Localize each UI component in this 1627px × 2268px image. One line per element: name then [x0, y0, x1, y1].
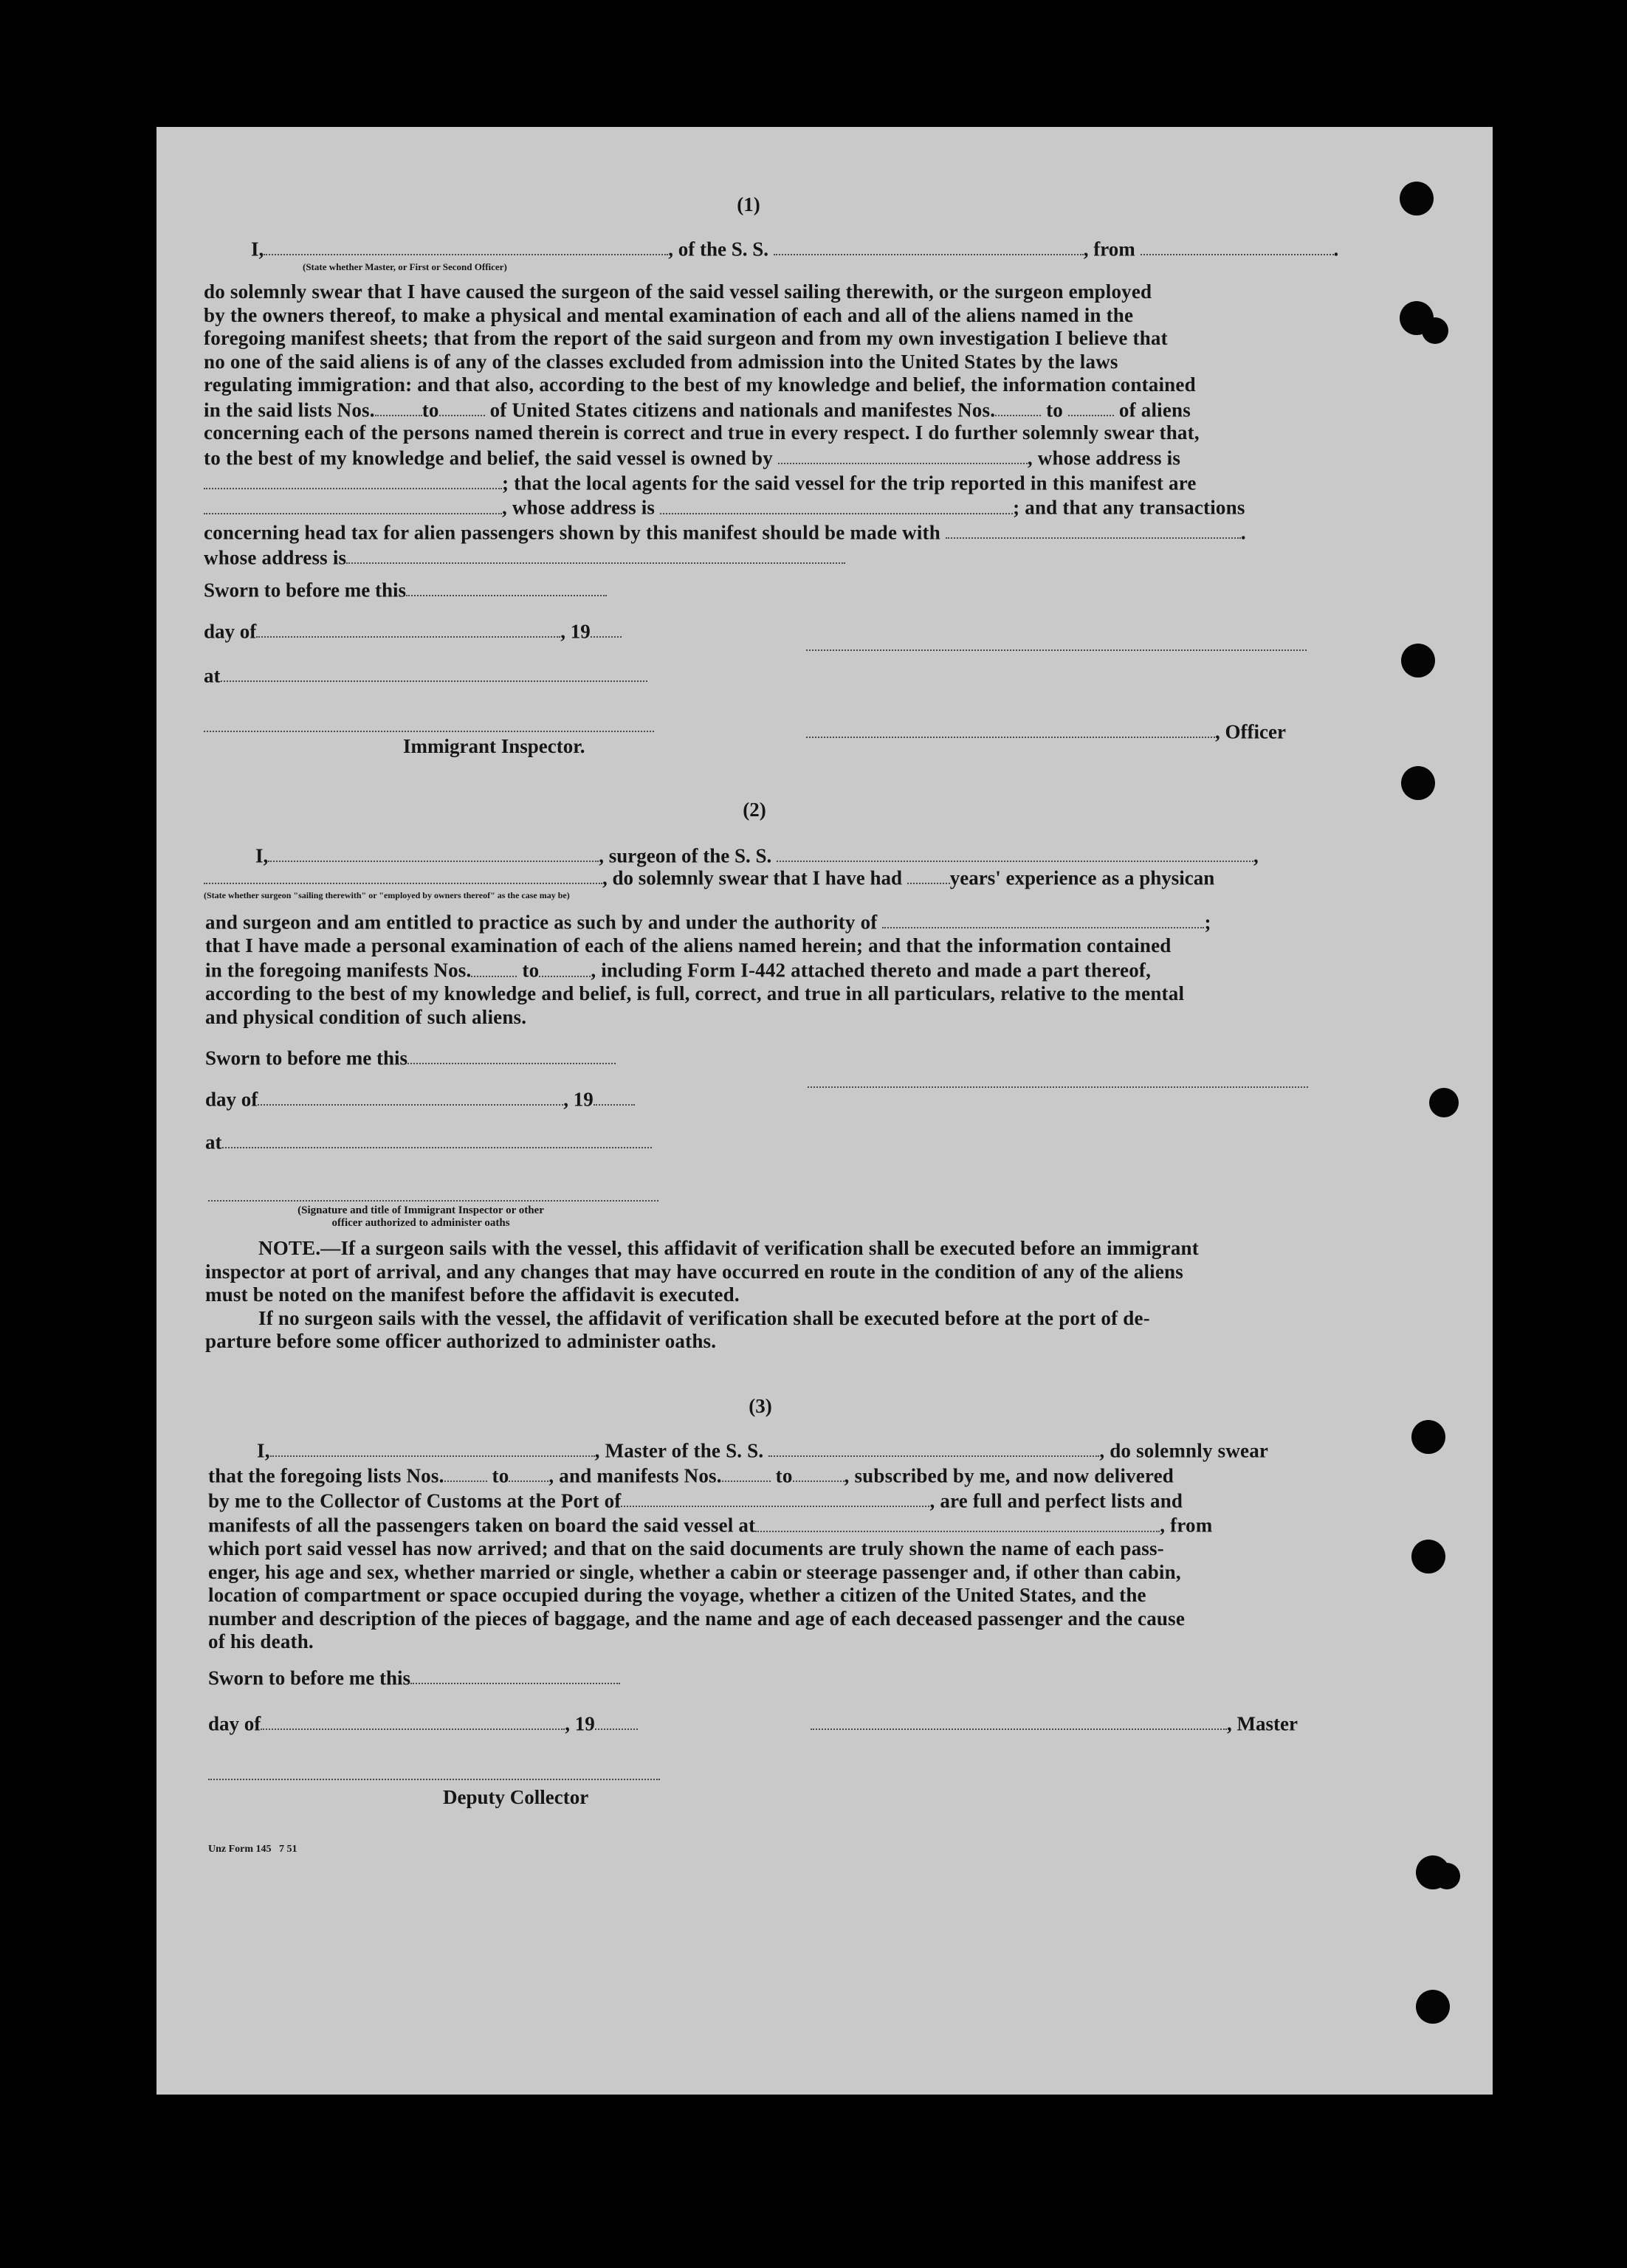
section-3-body	[208, 1438, 1311, 1654]
officer-note: (State whether Master, or First or Second Officer)	[303, 261, 507, 272]
punch-hole	[1401, 766, 1435, 800]
body-line: and physical condition of such aliens.	[205, 1005, 527, 1028]
body-line: which port said vessel has now arrived; and that on the said documents are truly shown the name of each pass-	[208, 1537, 1164, 1560]
body-line: according to the best of my knowledge and belief, is full, correct, and true in all particulars, relative to the mental	[205, 982, 1185, 1005]
authority-line: and surgeon and am entitled to practice as such by and under the authority of ;	[205, 909, 1308, 934]
punch-hole	[1434, 1863, 1460, 1889]
list-to-blank[interactable]	[509, 1463, 548, 1482]
body-line: enger, his age and sex, whether married or single, whether a cabin or steerage passenger and, if other than cabin,	[208, 1560, 1181, 1583]
signature-line[interactable]	[806, 649, 1307, 651]
punch-hole	[1416, 1990, 1450, 2024]
note-line: parture before some officer authorized to administer oaths.	[205, 1330, 717, 1352]
body-line: concerning each of the persons named therein is correct and true in every respect. I do further solemnly swear that,	[204, 421, 1200, 444]
name-blank[interactable]	[264, 236, 668, 255]
place-blank[interactable]	[221, 663, 647, 682]
manifest-from-blank[interactable]	[995, 397, 1041, 416]
signature-caption-line: officer authorized to administer oaths	[331, 1217, 510, 1229]
place-blank[interactable]	[222, 1129, 652, 1148]
authority-blank[interactable]	[882, 909, 1204, 928]
note-line: If no surgeon sails with the vessel, the affidavit of verification shall be executed before at the port of de-	[258, 1306, 1150, 1329]
owned-line: to the best of my knowledge and belief, the said vessel is owned by , whose address is	[204, 445, 1307, 470]
manifest-to-blank[interactable]	[1068, 397, 1114, 416]
section-1-number: (1)	[737, 193, 760, 216]
deputy-collector-label: Deputy Collector	[443, 1786, 589, 1808]
sworn-day-blank[interactable]	[406, 577, 607, 596]
lists-line: in the said lists Nos. to of United States citizens and nationals and manifestes Nos. to of aliens	[204, 397, 1307, 422]
list-from-blank[interactable]	[444, 1463, 487, 1482]
list-to-blank[interactable]	[439, 397, 485, 416]
manifest-to-blank[interactable]	[793, 1463, 845, 1482]
officer-row: , Officer	[806, 719, 1286, 743]
address-line: , whose address is ; and that any transactions	[204, 494, 1307, 520]
manifest-to-blank[interactable]	[539, 957, 591, 976]
day-row-2: day of , 19	[205, 1086, 635, 1111]
surgeon-signature-line[interactable]	[808, 1086, 1308, 1088]
sworn-row-3: Sworn to before me this	[208, 1665, 620, 1689]
section-2-body	[205, 909, 1308, 1029]
sworn-row-1: Sworn to before me this	[204, 577, 607, 602]
month-blank[interactable]	[256, 618, 560, 638]
body-line: no one of the said aliens is of any of the classes excluded from admission into the United States by the laws	[204, 350, 1118, 373]
body-line: do solemnly swear that I have caused the surgeon of the said vessel sailing therewith, or the surgeon employed	[204, 280, 1152, 303]
headtax-blank[interactable]	[946, 520, 1241, 539]
inspector-signature-line[interactable]	[204, 731, 654, 732]
body-line: foregoing manifest sheets; that from the report of the said surgeon and from my own investigation I believe that	[204, 327, 1168, 349]
note-line: inspector at port of arrival, and any changes that may have occurred en route in the condition of any of the aliens	[205, 1260, 1183, 1283]
section-3-line-2: that the foregoing lists Nos. to , and manifests Nos. to , subscribed by me, and now delivered	[208, 1463, 1311, 1488]
agents-blank[interactable]	[204, 494, 502, 514]
punch-hole	[1401, 644, 1435, 678]
headtax-line: concerning head tax for alien passengers shown by this manifest should be made with .	[204, 520, 1307, 545]
at-row-2: at	[205, 1129, 652, 1154]
punch-hole	[1422, 317, 1448, 344]
note-paragraph	[205, 1237, 1308, 1354]
surgeon-note: (State whether surgeon "sailing therewith" or "employed by owners thereof" as the case may be)	[204, 890, 570, 900]
owner-blank[interactable]	[778, 445, 1028, 464]
agent-address-blank[interactable]	[660, 494, 1013, 514]
manifest-from-blank[interactable]	[722, 1463, 771, 1482]
body-line: that I have made a personal examination of each of the aliens named herein; and that the information contained	[205, 934, 1172, 957]
body-line: number and description of the pieces of baggage, and the name and age of each deceased passenger and the cause	[208, 1607, 1186, 1630]
punch-hole	[1411, 1540, 1445, 1574]
surgeon-type-blank[interactable]	[204, 865, 602, 884]
section-3-line-1: I, , Master of the S. S. , do solemnly swear	[208, 1438, 1311, 1463]
body-line: by the owners thereof, to make a physical and mental examination of each and all of the aliens named in the	[204, 303, 1134, 326]
master-signature-blank[interactable]	[811, 1711, 1227, 1730]
year-blank[interactable]	[594, 1086, 635, 1106]
departure-port-blank[interactable]	[755, 1512, 1160, 1531]
vessel-blank[interactable]	[774, 236, 1084, 255]
punch-hole	[1411, 1420, 1445, 1454]
body-line: regulating immigration: and that also, according to the best of my knowledge and belief, the information contained	[204, 373, 1196, 396]
headtax-address-blank[interactable]	[346, 545, 845, 564]
years-blank[interactable]	[907, 865, 950, 884]
section-1-body	[204, 280, 1307, 570]
month-blank[interactable]	[258, 1086, 563, 1106]
punch-hole	[1400, 182, 1434, 216]
section-2-line-2: , do solemnly swear that I have had years' experience as a physican	[204, 865, 1214, 889]
signature-caption	[251, 1204, 591, 1230]
body-line: location of compartment or space occupied during the voyage, whether a citizen of the United States, and the	[208, 1584, 1146, 1607]
day-row-1: day of , 19	[204, 618, 622, 643]
inspector-signature-line-2[interactable]	[208, 1200, 658, 1202]
manifest-from-blank[interactable]	[471, 957, 517, 976]
surgeon-name-blank[interactable]	[268, 843, 599, 862]
body-line: of his death.	[208, 1630, 314, 1653]
sworn-day-blank[interactable]	[407, 1045, 616, 1064]
section-3-number: (3)	[749, 1395, 772, 1417]
manifests-line: in the foregoing manifests Nos. to , including Form I-442 attached thereto and made a part thereof,	[205, 957, 1308, 982]
officer-signature-blank[interactable]	[806, 719, 1215, 738]
form-identifier: Unz Form 145 7 51	[208, 1844, 297, 1855]
section-3-line-4: manifests of all the passengers taken on board the said vessel at , from	[208, 1512, 1311, 1537]
note-line: must be noted on the manifest before the affidavit is executed.	[205, 1283, 740, 1306]
deputy-signature-line[interactable]	[208, 1779, 660, 1780]
list-from-blank[interactable]	[375, 397, 422, 416]
sworn-row-2: Sworn to before me this	[205, 1045, 616, 1069]
whose-line: whose address is	[204, 545, 1307, 570]
section-2-number: (2)	[743, 799, 766, 821]
port-blank[interactable]	[621, 1488, 929, 1507]
master-row: , Master	[811, 1711, 1298, 1735]
section-1-line-1: I, , of the S. S. , from .	[251, 236, 1338, 261]
agents-line: ; that the local agents for the said vessel for the trip reported in this manifest are	[204, 470, 1307, 495]
month-blank[interactable]	[261, 1711, 565, 1730]
at-row-1: at	[204, 663, 647, 687]
port-blank[interactable]	[1141, 236, 1334, 255]
vessel-blank[interactable]	[777, 843, 1253, 862]
master-name-blank[interactable]	[270, 1438, 595, 1457]
owner-address-blank[interactable]	[204, 470, 502, 489]
section-2-line-1: I, , surgeon of the S. S. ,	[255, 843, 1259, 867]
section-3-line-3: by me to the Collector of Customs at the Port of , are full and perfect lists and	[208, 1488, 1311, 1513]
immigrant-inspector-label: Immigrant Inspector.	[403, 735, 585, 757]
signature-caption-line: (Signature and title of Immigrant Inspector or other	[297, 1204, 544, 1216]
vessel-blank[interactable]	[768, 1438, 1099, 1457]
sworn-day-blank[interactable]	[410, 1665, 620, 1684]
punch-hole	[1429, 1088, 1459, 1117]
year-blank[interactable]	[595, 1711, 638, 1730]
year-blank[interactable]	[591, 618, 622, 638]
note-line: NOTE.—If a surgeon sails with the vessel, this affidavit of verification shall be executed before an immigrant	[258, 1237, 1199, 1259]
day-row-3: day of , 19	[208, 1711, 638, 1735]
